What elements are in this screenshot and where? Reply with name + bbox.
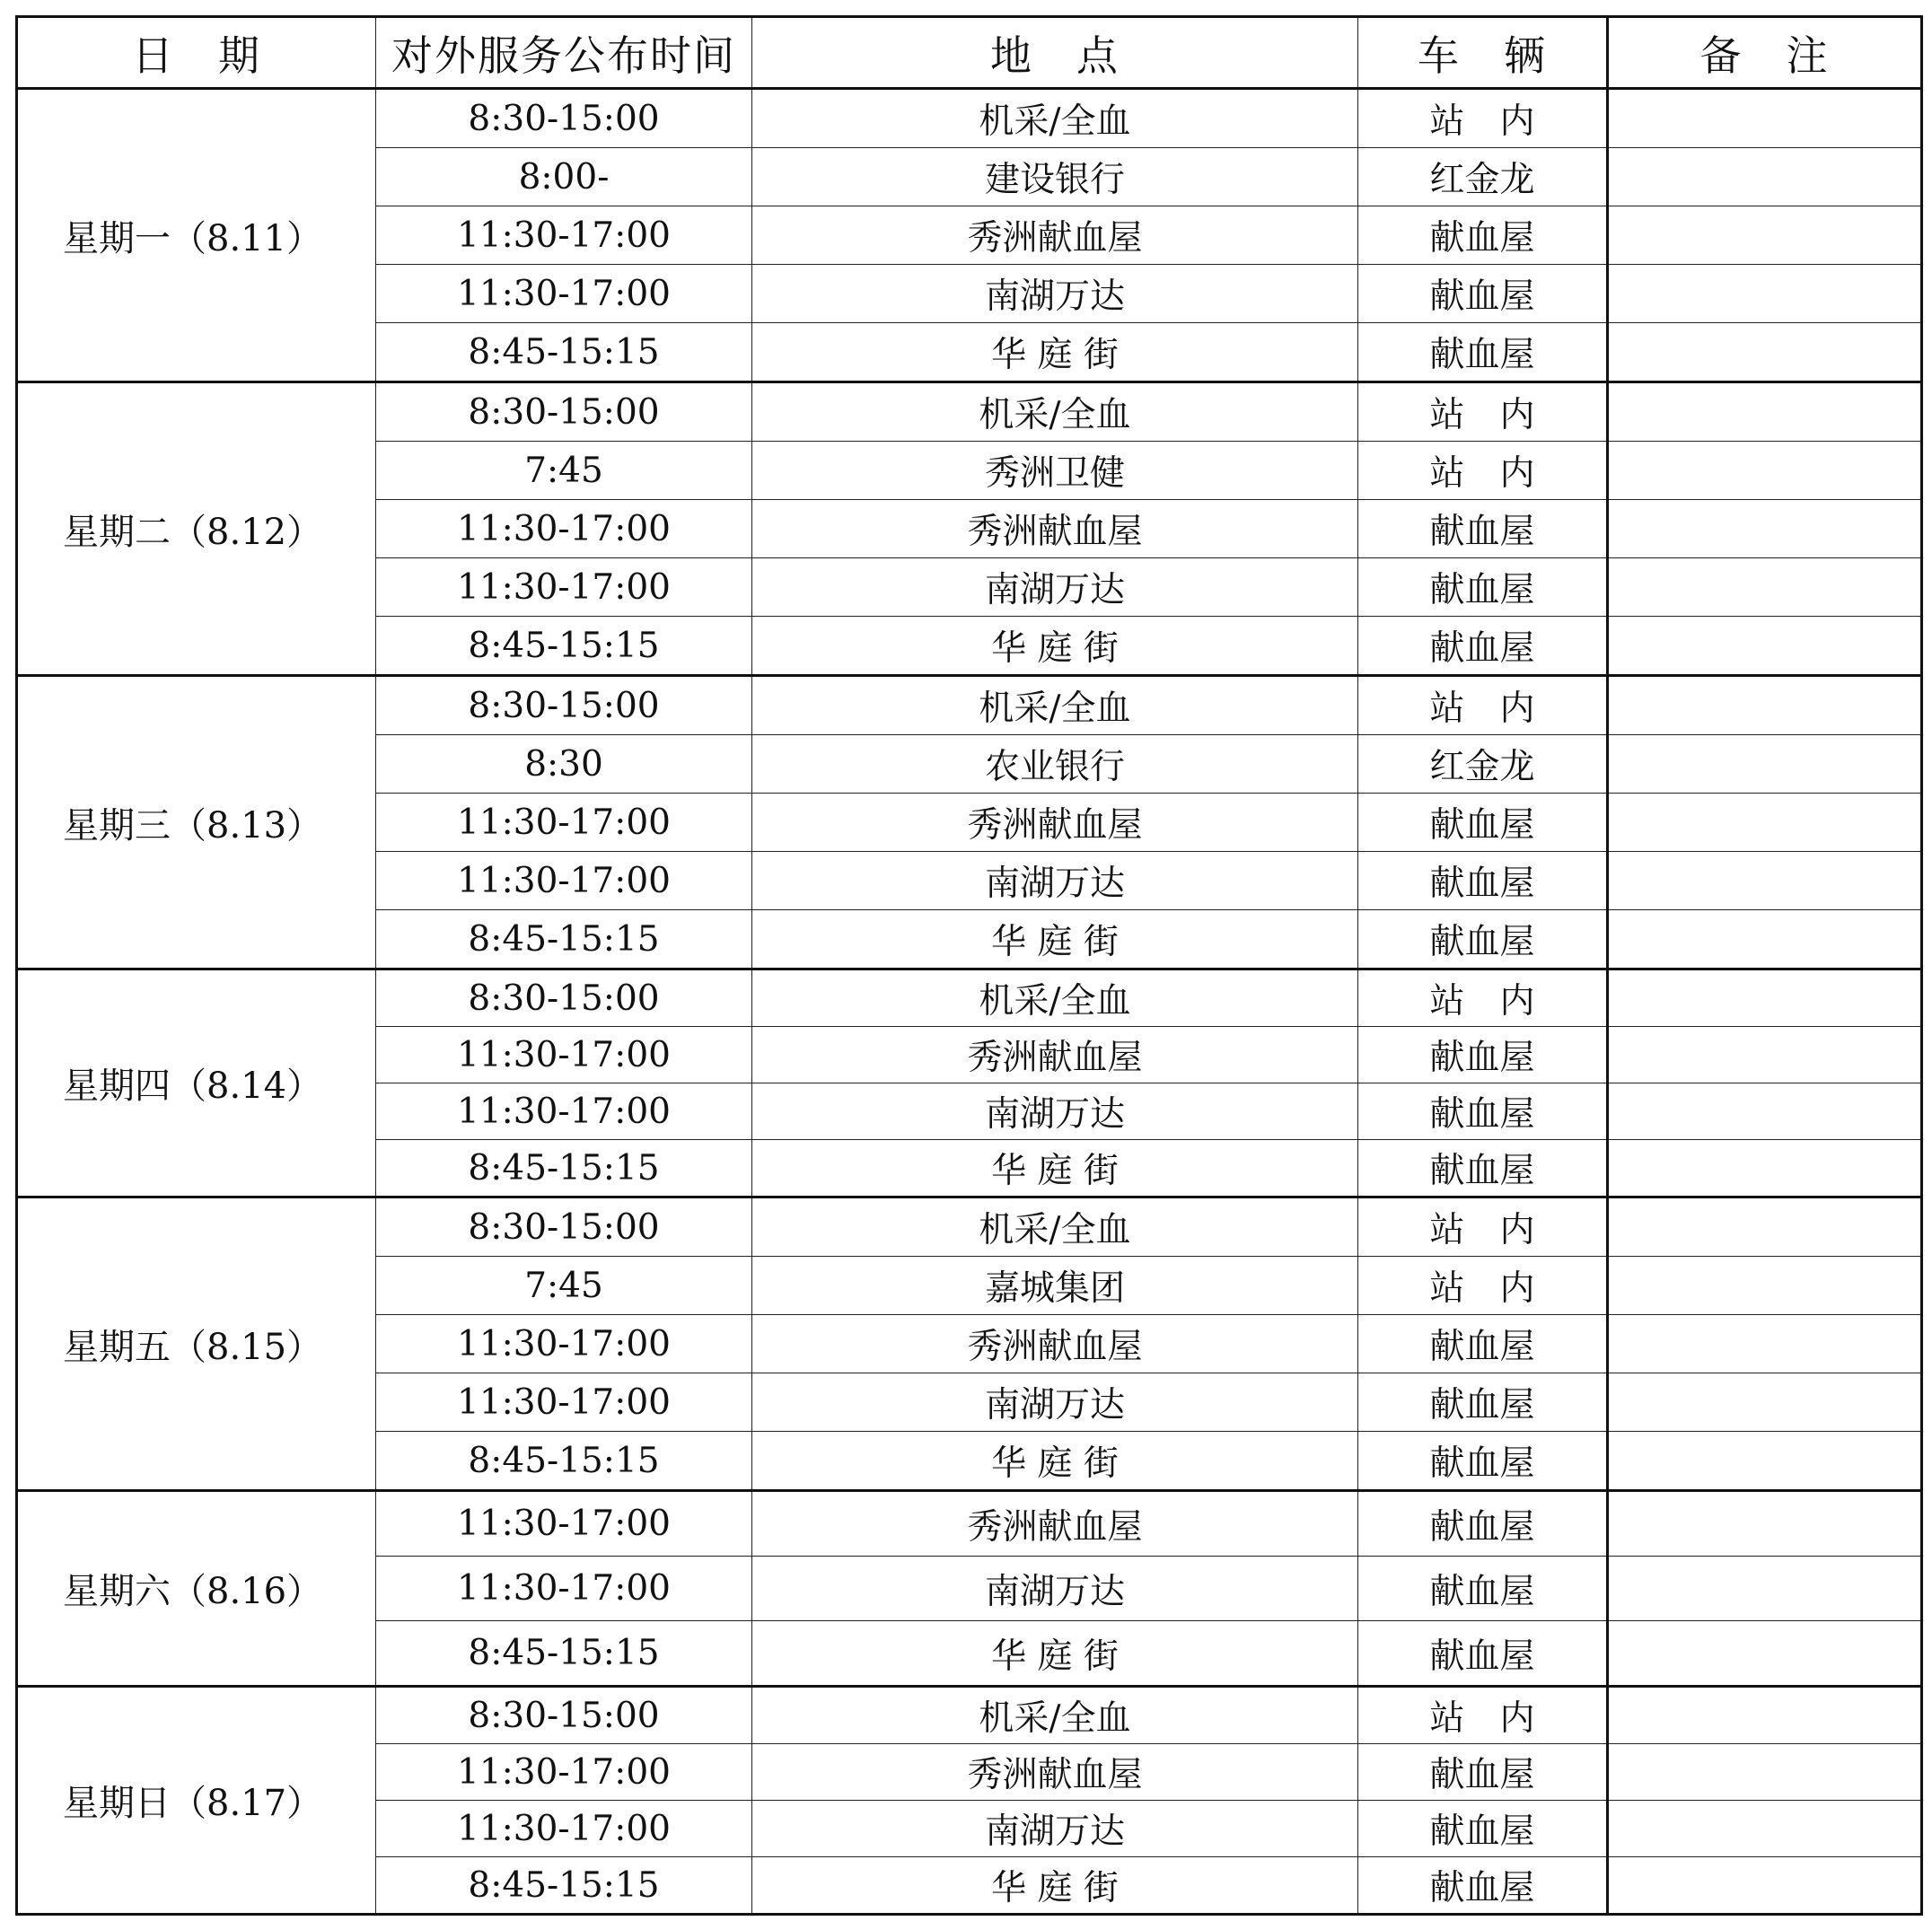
note-cell	[1608, 148, 1922, 206]
header-row	[17, 17, 1922, 89]
time-cell: 11:30-17:00	[376, 500, 752, 558]
date-cell: 星期四（8.14）	[17, 969, 376, 1197]
table-row	[17, 89, 1922, 148]
date-cell: 星期日（8.17）	[17, 1687, 376, 1915]
time-cell: 8:30-15:00	[376, 969, 752, 1027]
location-cell: 机采/全血	[752, 1197, 1358, 1257]
date-cell: 星期一（8.11）	[17, 89, 376, 382]
location-cell: 华 庭 街	[752, 617, 1358, 676]
time-cell: 8:45-15:15	[376, 1621, 752, 1687]
vehicle-cell: 站 内	[1358, 442, 1608, 500]
note-cell	[1608, 1491, 1922, 1557]
location-cell: 秀洲献血屋	[752, 1315, 1358, 1373]
location-cell: 机采/全血	[752, 382, 1358, 442]
schedule-table	[15, 15, 1923, 1916]
note-cell	[1608, 1432, 1922, 1491]
vehicle-cell: 献血屋	[1358, 1083, 1608, 1140]
vehicle-cell: 献血屋	[1358, 1621, 1608, 1687]
note-cell	[1608, 206, 1922, 265]
location-cell: 南湖万达	[752, 1801, 1358, 1857]
date-cell: 星期二（8.12）	[17, 382, 376, 676]
table-row	[17, 382, 1922, 442]
note-cell	[1608, 1140, 1922, 1197]
vehicle-cell: 献血屋	[1358, 1801, 1608, 1857]
location-cell: 南湖万达	[752, 1373, 1358, 1432]
header-time: 对外服务公布时间	[376, 17, 752, 89]
note-cell	[1608, 1801, 1922, 1857]
time-cell: 11:30-17:00	[376, 206, 752, 265]
time-cell: 11:30-17:00	[376, 794, 752, 852]
location-cell: 秀洲献血屋	[752, 794, 1358, 852]
location-cell: 华 庭 街	[752, 323, 1358, 382]
vehicle-cell: 献血屋	[1358, 794, 1608, 852]
note-cell	[1608, 1315, 1922, 1373]
note-cell	[1608, 910, 1922, 969]
location-cell: 南湖万达	[752, 265, 1358, 323]
header-vehicle: 车 辆	[1358, 17, 1608, 89]
note-cell	[1608, 500, 1922, 558]
time-cell: 11:30-17:00	[376, 265, 752, 323]
vehicle-cell: 献血屋	[1358, 852, 1608, 910]
header-date: 日 期	[17, 17, 376, 89]
note-cell	[1608, 969, 1922, 1027]
vehicle-cell: 献血屋	[1358, 1140, 1608, 1197]
vehicle-cell: 红金龙	[1358, 735, 1608, 794]
date-cell: 星期六（8.16）	[17, 1491, 376, 1687]
location-cell: 秀洲献血屋	[752, 500, 1358, 558]
time-cell: 7:45	[376, 1257, 752, 1315]
time-cell: 11:30-17:00	[376, 852, 752, 910]
time-cell: 8:45-15:15	[376, 1140, 752, 1197]
time-cell: 11:30-17:00	[376, 1373, 752, 1432]
note-cell	[1608, 1557, 1922, 1621]
vehicle-cell: 献血屋	[1358, 1491, 1608, 1557]
location-cell: 秀洲献血屋	[752, 1027, 1358, 1083]
vehicle-cell: 站 内	[1358, 89, 1608, 148]
vehicle-cell: 献血屋	[1358, 1432, 1608, 1491]
time-cell: 8:45-15:15	[376, 910, 752, 969]
table-row	[17, 1491, 1922, 1557]
location-cell: 秀洲卫健	[752, 442, 1358, 500]
location-cell: 秀洲献血屋	[752, 206, 1358, 265]
note-cell	[1608, 323, 1922, 382]
location-cell: 南湖万达	[752, 852, 1358, 910]
table-row	[17, 676, 1922, 735]
time-cell: 11:30-17:00	[376, 1491, 752, 1557]
location-cell: 华 庭 街	[752, 1621, 1358, 1687]
time-cell: 8:30-15:00	[376, 89, 752, 148]
note-cell	[1608, 1687, 1922, 1744]
time-cell: 8:00-	[376, 148, 752, 206]
header-note: 备 注	[1608, 17, 1922, 89]
time-cell: 8:45-15:15	[376, 1857, 752, 1915]
vehicle-cell: 献血屋	[1358, 1373, 1608, 1432]
location-cell: 南湖万达	[752, 558, 1358, 617]
time-cell: 8:30	[376, 735, 752, 794]
vehicle-cell: 红金龙	[1358, 148, 1608, 206]
vehicle-cell: 献血屋	[1358, 910, 1608, 969]
note-cell	[1608, 794, 1922, 852]
location-cell: 机采/全血	[752, 969, 1358, 1027]
vehicle-cell: 献血屋	[1358, 500, 1608, 558]
time-cell: 11:30-17:00	[376, 1083, 752, 1140]
location-cell: 机采/全血	[752, 89, 1358, 148]
location-cell: 秀洲献血屋	[752, 1491, 1358, 1557]
note-cell	[1608, 1027, 1922, 1083]
location-cell: 南湖万达	[752, 1083, 1358, 1140]
note-cell	[1608, 1744, 1922, 1801]
time-cell: 8:30-15:00	[376, 382, 752, 442]
location-cell: 华 庭 街	[752, 1140, 1358, 1197]
note-cell	[1608, 265, 1922, 323]
time-cell: 11:30-17:00	[376, 1801, 752, 1857]
vehicle-cell: 站 内	[1358, 382, 1608, 442]
location-cell: 华 庭 街	[752, 1857, 1358, 1915]
date-cell: 星期五（8.15）	[17, 1197, 376, 1491]
note-cell	[1608, 852, 1922, 910]
location-cell: 嘉城集团	[752, 1257, 1358, 1315]
note-cell	[1608, 617, 1922, 676]
note-cell	[1608, 1621, 1922, 1687]
time-cell: 7:45	[376, 442, 752, 500]
schedule-body	[17, 89, 1922, 1915]
vehicle-cell: 站 内	[1358, 1687, 1608, 1744]
vehicle-cell: 献血屋	[1358, 323, 1608, 382]
note-cell	[1608, 442, 1922, 500]
note-cell	[1608, 676, 1922, 735]
vehicle-cell: 献血屋	[1358, 1744, 1608, 1801]
vehicle-cell: 献血屋	[1358, 558, 1608, 617]
time-cell: 8:45-15:15	[376, 617, 752, 676]
time-cell: 11:30-17:00	[376, 1744, 752, 1801]
time-cell: 8:30-15:00	[376, 676, 752, 735]
location-cell: 机采/全血	[752, 676, 1358, 735]
note-cell	[1608, 1197, 1922, 1257]
note-cell	[1608, 1857, 1922, 1915]
vehicle-cell: 站 内	[1358, 969, 1608, 1027]
time-cell: 8:30-15:00	[376, 1197, 752, 1257]
vehicle-cell: 献血屋	[1358, 1027, 1608, 1083]
date-cell: 星期三（8.13）	[17, 676, 376, 969]
vehicle-cell: 献血屋	[1358, 206, 1608, 265]
location-cell: 秀洲献血屋	[752, 1744, 1358, 1801]
vehicle-cell: 献血屋	[1358, 265, 1608, 323]
note-cell	[1608, 89, 1922, 148]
header-location: 地 点	[752, 17, 1358, 89]
time-cell: 8:30-15:00	[376, 1687, 752, 1744]
time-cell: 8:45-15:15	[376, 1432, 752, 1491]
time-cell: 11:30-17:00	[376, 1027, 752, 1083]
vehicle-cell: 站 内	[1358, 1257, 1608, 1315]
note-cell	[1608, 735, 1922, 794]
time-cell: 11:30-17:00	[376, 1557, 752, 1621]
location-cell: 南湖万达	[752, 1557, 1358, 1621]
note-cell	[1608, 1257, 1922, 1315]
table-row	[17, 969, 1922, 1027]
location-cell: 华 庭 街	[752, 1432, 1358, 1491]
table-row	[17, 1687, 1922, 1744]
vehicle-cell: 站 内	[1358, 676, 1608, 735]
location-cell: 机采/全血	[752, 1687, 1358, 1744]
location-cell: 华 庭 街	[752, 910, 1358, 969]
vehicle-cell: 献血屋	[1358, 1557, 1608, 1621]
table-row	[17, 1197, 1922, 1257]
note-cell	[1608, 1083, 1922, 1140]
time-cell: 11:30-17:00	[376, 558, 752, 617]
vehicle-cell: 献血屋	[1358, 617, 1608, 676]
vehicle-cell: 献血屋	[1358, 1857, 1608, 1915]
location-cell: 建设银行	[752, 148, 1358, 206]
time-cell: 8:45-15:15	[376, 323, 752, 382]
time-cell: 11:30-17:00	[376, 1315, 752, 1373]
note-cell	[1608, 558, 1922, 617]
note-cell	[1608, 382, 1922, 442]
note-cell	[1608, 1373, 1922, 1432]
vehicle-cell: 献血屋	[1358, 1315, 1608, 1373]
location-cell: 农业银行	[752, 735, 1358, 794]
vehicle-cell: 站 内	[1358, 1197, 1608, 1257]
